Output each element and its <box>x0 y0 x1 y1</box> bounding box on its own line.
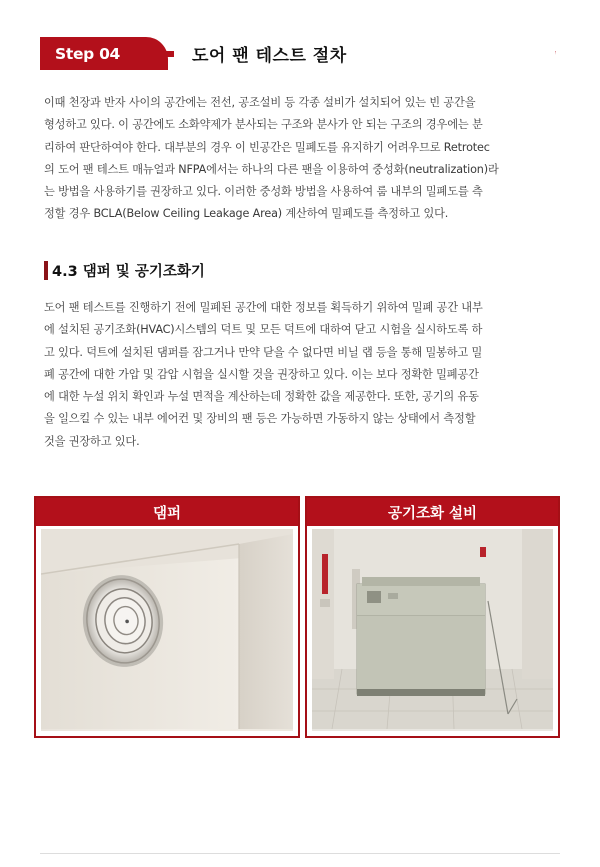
hvac-caption: 공기조화 설비 <box>307 498 558 526</box>
text-line: 을 일으킬 수 있는 내부 에어컨 및 장비의 팬 등은 가능하면 가동하지 않는 상태에서 측정할 <box>44 412 476 426</box>
text-line: 리하여 판단하여야 한다. 대부분의 경우 이 빈공간은 밀폐도를 유지하기 어려우므로 Retrotec <box>44 140 490 154</box>
section-title: 4.3 댐퍼 및 공기조화기 <box>52 263 205 280</box>
text-line: 폐 공간에 대한 가압 및 감압 시험을 실시할 것을 권장하고 있다. 이는 보다 정확한 밀폐공간 <box>44 367 479 381</box>
body-paragraph <box>44 297 556 453</box>
text-line: 에 대한 누설 위치 확인과 누설 면적을 계산하는데 정확한 값을 제공한다. 또한, 공기의 유동 <box>44 390 479 404</box>
hvac-figure <box>305 496 560 738</box>
footer-rule <box>40 853 560 854</box>
text-line: 것을 권장하고 있다. <box>44 434 140 448</box>
page-title-box <box>174 39 556 68</box>
step-header <box>40 37 556 70</box>
section-heading <box>44 259 205 281</box>
damper-photo <box>41 529 293 731</box>
text-line: 는 방법을 사용하기를 권장하고 있다. 이러한 중성화 방법을 사용하여 룸 내부의 밀폐도를 측 <box>44 185 483 199</box>
text-line: 형성하고 있다. 이 공간에도 소화약제가 분사되는 구조와 분사가 안 되는 구조의 경우에는 분 <box>44 118 483 132</box>
hvac-photo <box>312 529 553 731</box>
page-title: 도어 팬 테스트 절차 <box>192 46 347 66</box>
step-badge <box>40 37 168 70</box>
text-line: 의 도어 팬 테스트 매뉴얼과 NFPA에서는 하나의 다른 팬을 이용하여 중성화(neutralization)라 <box>44 162 499 176</box>
damper-caption: 댐퍼 <box>36 498 298 526</box>
text-line: 고 있다. 덕트에 설치된 댐퍼를 잠그거나 만약 닫을 수 없다면 비닐 랩 등을 통해 밀봉하고 밀 <box>44 345 483 359</box>
step-label: Step 04 <box>55 44 121 63</box>
text-line: 도어 팬 테스트를 진행하기 전에 밀폐된 공간에 대한 정보를 획득하기 위하여 밀폐 공간 내부 <box>44 301 483 314</box>
damper-figure <box>34 496 300 738</box>
intro-paragraph <box>44 92 556 226</box>
text-line: 에 설치된 공기조화(HVAC)시스템의 덕트 및 모든 덕트에 대하여 닫고 시험을 실시하도록 하 <box>44 323 483 337</box>
section-marker <box>44 261 48 280</box>
text-line: 정할 경우 BCLA(Below Ceiling Leakage Area) 계산하여 밀폐도를 측정하고 있다. <box>44 207 449 221</box>
text-line: 이때 천장과 반자 사이의 공간에는 전선, 공조설비 등 각종 설비가 설치되어 있는 빈 공간을 <box>44 96 476 109</box>
